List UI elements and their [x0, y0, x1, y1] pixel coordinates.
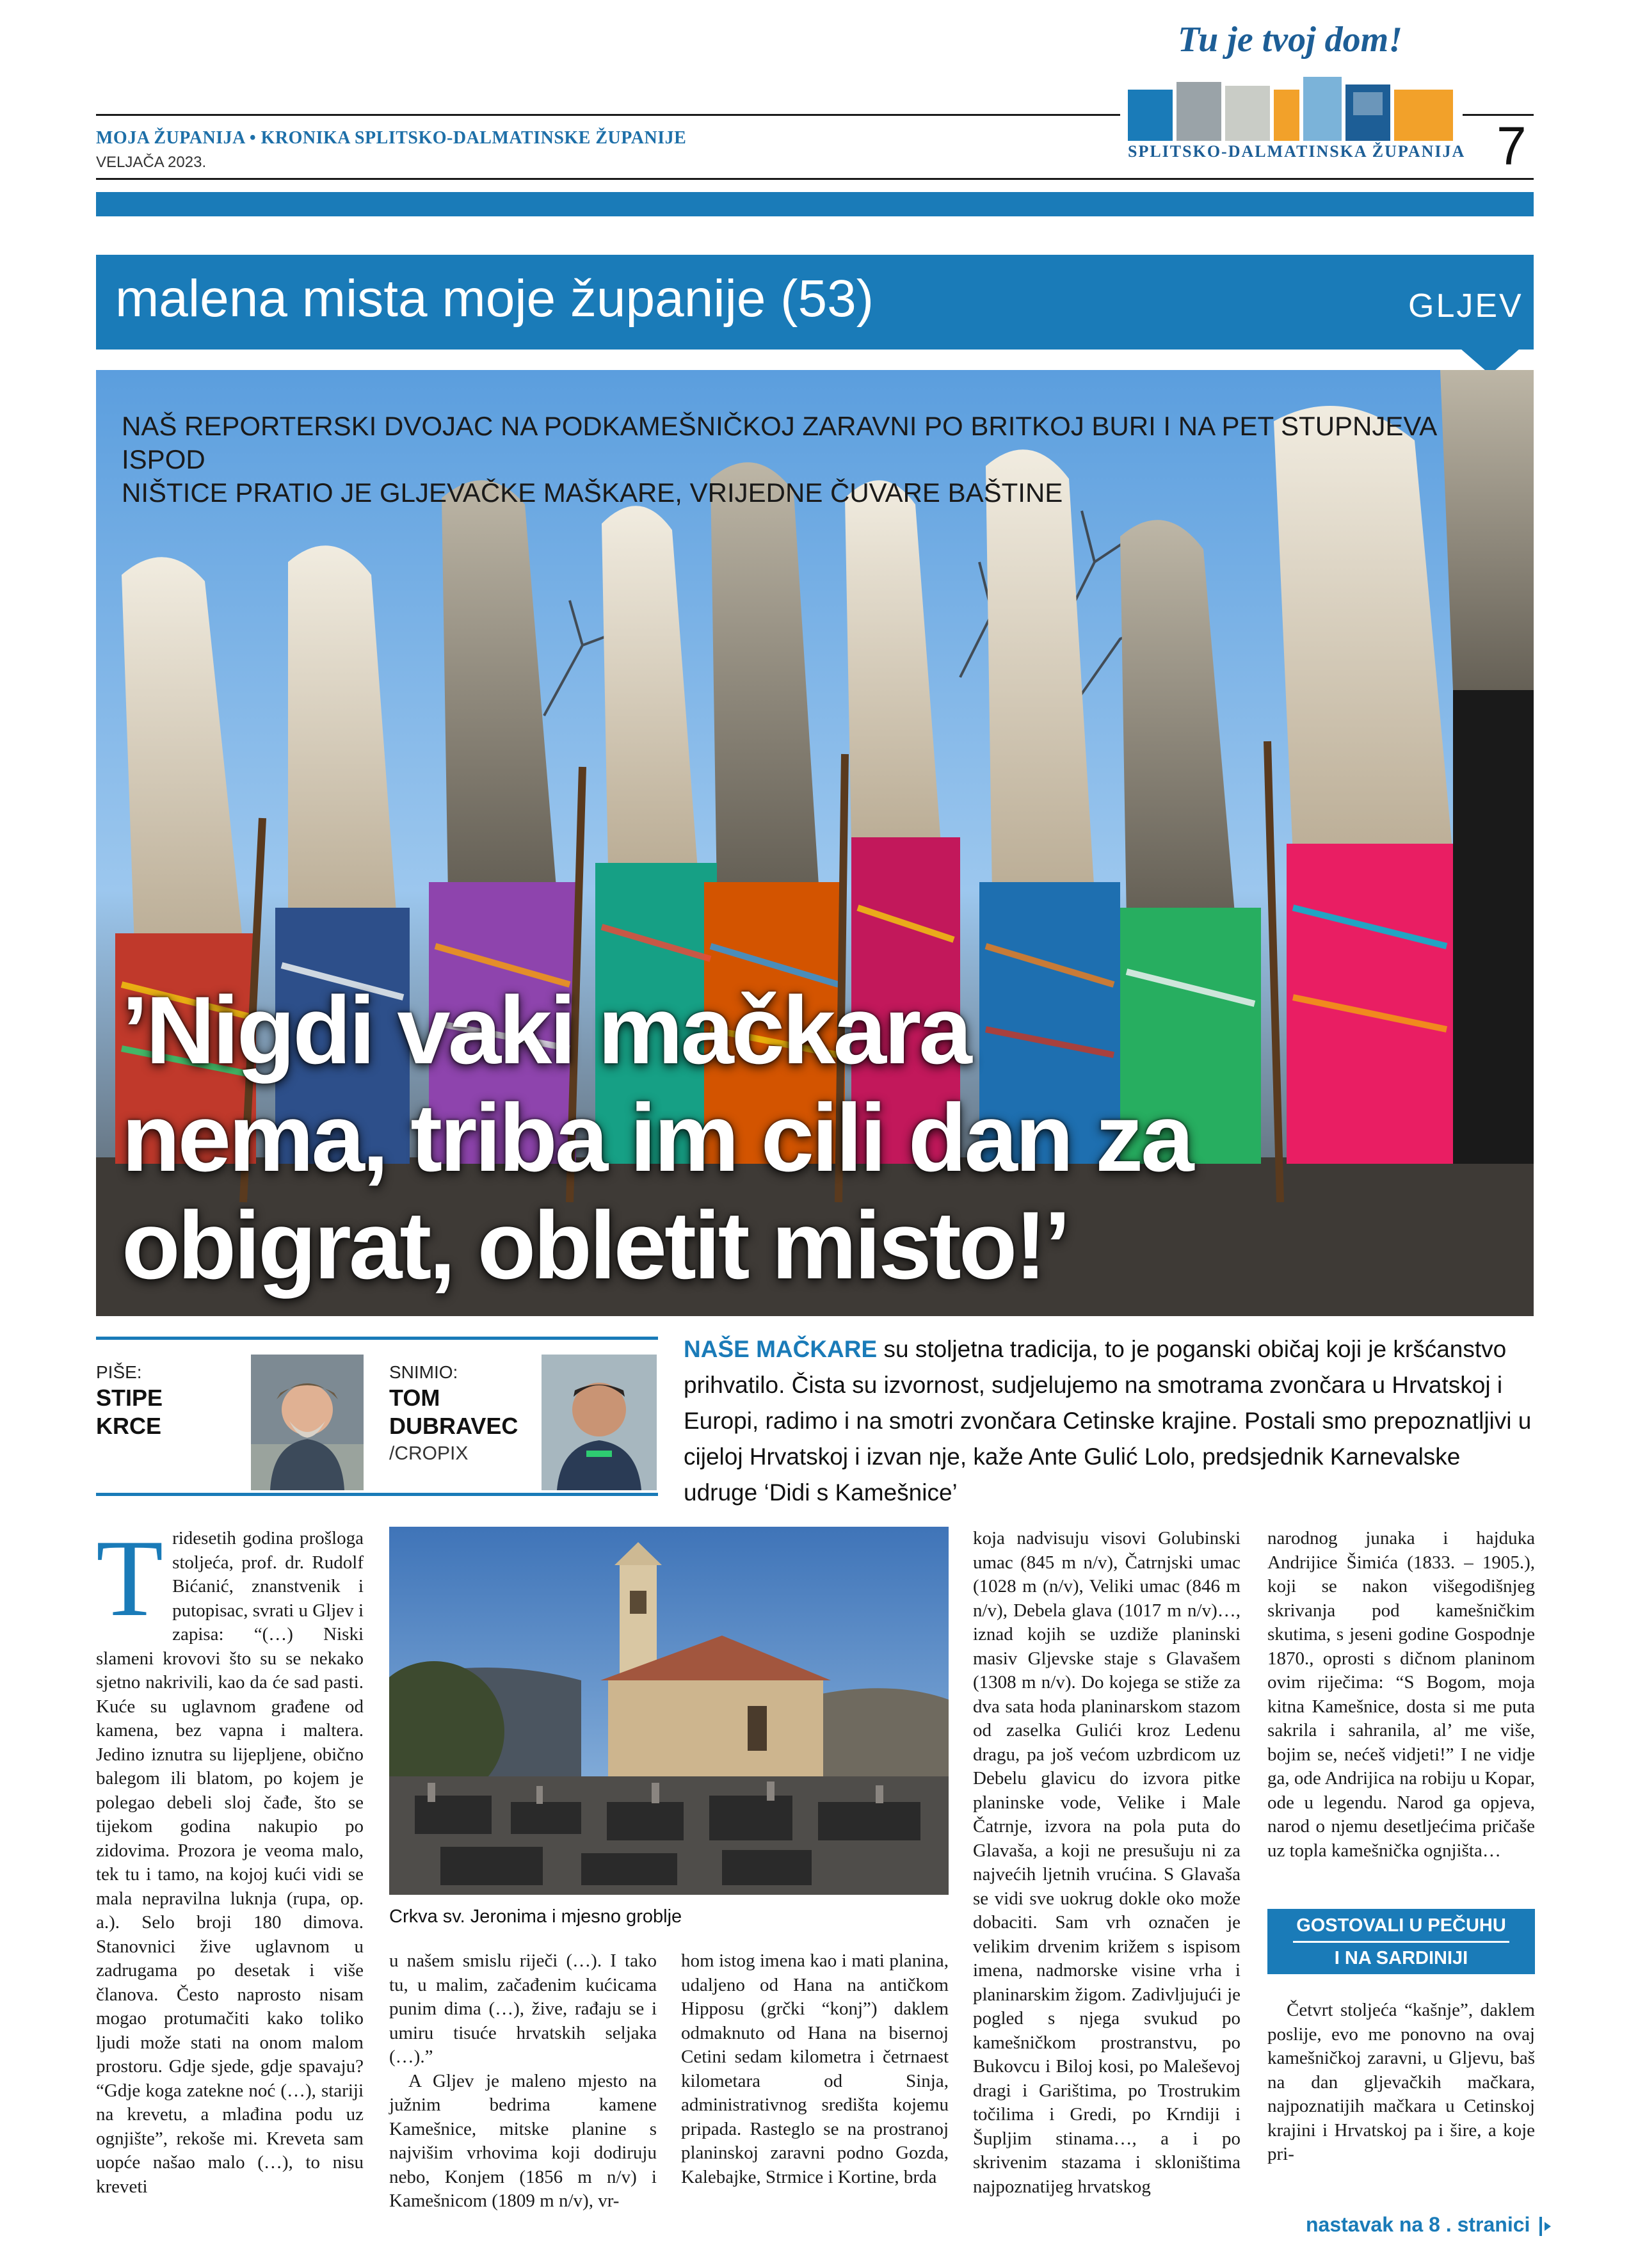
article-column-5-continued	[1267, 1999, 1535, 2167]
logo-mosaic-icon	[1128, 77, 1453, 141]
column-1-text: ridesetih godina prošloga stoljeća, prof. dr. Rudolf Bićanić, znanstvenik i putopisac, svrati u Gljev i zapisa: “(…) Niski slameni krovovi što su se nekako sjetno nakrivili, kao da će sad pasti. Kuće su uglavnom građene od kamena, bez vapna i maltera. Jedino iznutra su lijepljene, obično balegom ili blatom, po kojem je polegao debeli sloj čađe, što se tijekom godina nakupio po zidovima. Prozora je veoma malo, tek tu i tamo, na kojoj kući vidi se mala nepravilna luknja (rupa, op. a.). Selo broji 180 dimova. Stanovnici žive uglavnom u zadrugama po desetak i više članova. Često naprosto nisam mogao protumačiti kako toliko ljudi može stati na onom malom prostoru. Gdje sjede, gdje spavaju? “Gdje koga zatekne noć (…), stariji na krevetu, a mlađina podu uz ognjište”, rekoše mi. Kreveta sam uopće našao malo (…), to nisu kreveti	[96, 1528, 364, 2197]
article-lead	[684, 1331, 1535, 1511]
continued-text: nastavak na 8 . stranici	[1306, 2213, 1530, 2236]
hero-intro-line-2: NIŠTICE PRATIO JE GLJEVAČKE MAŠKARE, VRIJEDNE ČUVARE BAŠTINE	[122, 478, 1063, 508]
photographer-agency: /CROPIX	[389, 1443, 469, 1464]
continue-arrow-icon	[1539, 2217, 1554, 2236]
article-column-1	[96, 1518, 364, 2199]
photographer-first-name: TOM	[389, 1385, 440, 1411]
section-place: GLJEV	[1408, 287, 1523, 325]
continued-note[interactable]	[1306, 2213, 1554, 2237]
credits-rule-top	[96, 1337, 658, 1340]
headline-line-3: obigrat, obletit misto!’	[122, 1191, 1068, 1299]
header-rule-bottom	[96, 178, 1534, 180]
column-5-paragraph-1: narodnog junaka i hajduka Andrijice Šimića (1833. – 1905.), koji se nakon višegodišnjeg skrivanja pod kamešničkim skutima, s jeseni godine Gospodnje 1870., oprosti s dičnom planinom ovim riječima: “S Bogom, moja kitna Kamešnice, dosta si me puta sakrila i sahranila, al’ me više, bojim se, nećeš vidjeti!” I ne vidje ga, ode Andrijica na robiju u Kopar, ode u legendu. Narod ga opjeva, narod o njemu desetljećima pričaše uz topla kamešnička ognjišta…	[1267, 1528, 1535, 1861]
header-rule-top	[96, 114, 1120, 116]
credits-rule-bottom	[96, 1493, 658, 1496]
logo-caption: SPLITSKO-DALMATINSKA ŽUPANIJA	[1128, 142, 1466, 161]
column-2-paragraph-2: A Gljev je maleno mjesto na južnim bedrima kamene Kamešnice, mitske planine s najvišim vrhovima koji dodiruju nebo, Konjem (1856 m n/v) i Kamešnicom (1809 m n/v), vr-	[389, 2070, 657, 2211]
headline-line-2: nema, triba im cili dan za	[122, 1084, 1192, 1191]
hero-intro-line-1: NAŠ REPORTERSKI DVOJAC NA PODKAMEŠNIČKOJ ZARAVNI PO BRITKOJ BURI I NA PET STUPNJEVA ISPOD	[122, 411, 1436, 474]
subheading-line-2: I NA SARDINIJI	[1293, 1941, 1509, 1974]
photo-caption: Crkva sv. Jeronima i mjesno groblje	[389, 1906, 682, 1927]
drop-cap: T	[96, 1518, 164, 1639]
page-number: 7	[1497, 116, 1527, 176]
writer-name	[96, 1384, 163, 1440]
article-column-3	[681, 1949, 949, 2189]
column-3-text: hom istog imena kao i mati planina, udaljeno od Hana na antičkom Hipposu (grčki “konj”) daklem odmaknuto od Hana na bisernoj Cetini sedam kilometra i četrnaest kilometara od Sinja, administrativnog središta kojemu pripada. Rasteglo se na prostranoj planinskoj zaravni podno Gozda, Kalebajke, Strmice i Kortine, brda	[681, 1950, 949, 2187]
writer-portrait	[251, 1355, 364, 1490]
hero-intro	[122, 410, 1466, 510]
column-5-paragraph-2: Četvrt stoljeća “kašnje”, daklem poslije, evo me ponovno na ovaj kamešničkoj zaravni, u Gljevu, baš na dan gljevačkih mačkara, najpoznatijih mačkara u Cetinskoj krajini i Hrvatskoj pa i šire, a koje pri-	[1267, 2000, 1535, 2164]
headline	[122, 976, 1274, 1299]
subheading-line-1: GOSTOVALI U PEČUHU	[1296, 1915, 1506, 1936]
article-column-4	[973, 1527, 1241, 2199]
writer-last-name: KRCE	[96, 1413, 162, 1439]
writer-label: PIŠE:	[96, 1362, 142, 1382]
column-2-paragraph-1: u našem smislu riječi (…). I tako tu, u malim, začađenim kućicama punim dima (…), žive, rađaju se i umiru tisuće hrvatskih seljaka (…).”	[389, 1950, 657, 2067]
column-4-text: koja nadvisuju visovi Golubinski umac (845 m n/v), Čatrnjski umac (1028 m (n/v), Veliki umac (846 m n/v), Debela glava (1017 m n/v)…, iznad kojih se uzdiže planinski masiv Gljevske staje s Glavašem (1308 m n/v). Do kojega se stiže za dva sata hoda planinarskom stazom od zaselka Gulići kroz Ledenu dragu, pa još većom uzbrdicom uz Debelu glavicu do izvora pitke planinske vode, Velike i Male Čatrnje, izvora na pola puta do Glavaša, a koji ne presušuju ni za najvećih ljetnih vrućina. S Glavaša se vidi sve uokrug dokle oko može dobaciti. Sam vrh označen je velikim drvenim križem s ispisom imena, nadmorske visine vrha i planinarskim žigom. Zadivljujući je pogled s njega svukud po kamešničkom prostranstvu, po Bukovcu i Biloj kosi, po Maleševoj dragi i Garištima, po Trostrukim točilima i Gredi, po Krndiji i Šupljim stinama…, a i po skrivenim stazama i skloništima najpoznatijeg hrvatskog	[973, 1528, 1241, 2197]
lead-keyword: NAŠE MAČKARE	[684, 1336, 878, 1362]
photographer-last-name: DUBRAVEC	[389, 1413, 518, 1439]
publication-name: MOJA ŽUPANIJA • KRONIKA SPLITSKO-DALMATINSKE ŽUPANIJE	[96, 128, 687, 148]
logo-slogan: Tu je tvoj dom!	[1178, 20, 1403, 60]
photographer-name	[389, 1384, 518, 1440]
headline-line-1: ’Nigdi vaki mačkara	[122, 976, 970, 1084]
photographer-portrait	[542, 1355, 657, 1490]
article-column-2	[389, 1949, 657, 2214]
section-title: malena mista moje županije (53)	[115, 269, 874, 328]
lead-text: su stoljetna tradicija, to je poganski običaj koji je kršćanstvo prihvatilo. Čista su izvornost, sudjelujemo na smotrama zvončara u Hrvatskoj i Europi, radimo i na smotri zvončara Cetinske krajine. Postali smo prepoznatljivi u cijeloj Hrvatskoj i izvan nje, kaže Ante Gulić Lolo, predsjednik Karnevalske udruge ‘Didi s Kamešnice’	[684, 1336, 1532, 1506]
issue-date: VELJAČA 2023.	[96, 154, 207, 171]
photographer-label: SNIMIO:	[389, 1362, 458, 1382]
writer-first-name: STIPE	[96, 1385, 163, 1411]
article-column-5	[1267, 1527, 1535, 1863]
subheading-box	[1267, 1909, 1535, 1974]
church-photo	[389, 1527, 949, 1895]
header-color-bar	[96, 192, 1534, 216]
